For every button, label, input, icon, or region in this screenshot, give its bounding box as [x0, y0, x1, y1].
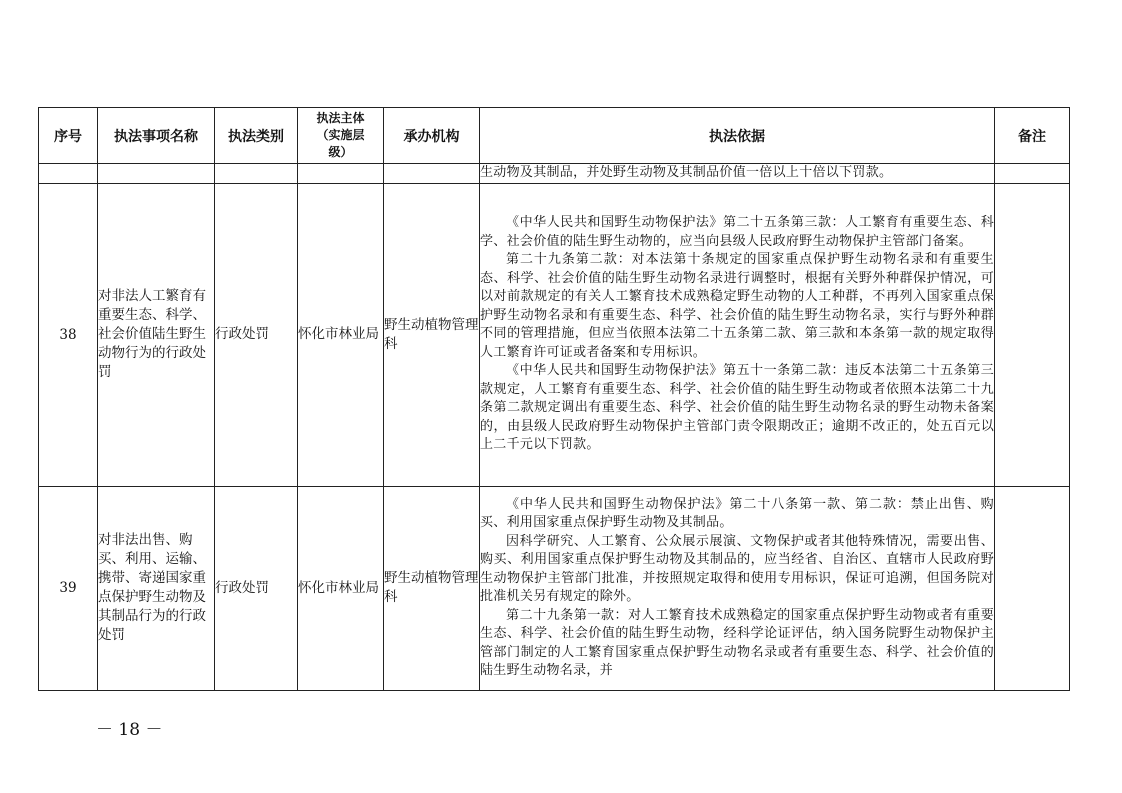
row-type: 行政处罚 [215, 486, 298, 690]
row-name: 对非法人工繁育有重要生态、科学、社会价值陆生野生动物行为的行政处罚 [98, 183, 215, 486]
basis-paragraph: 第二十九条第一款：对人工繁育技术成熟稳定的国家重点保护野生动物或者有重要生态、科学、社会价值的陆生野生动物，经科学论证评估，纳入国务院野生动物保护主管部门制定的人工繁育国家重点保护野生动物名录或者有重要生态、科学、社会价值的陆生野生动物名录，并 [480, 607, 994, 678]
table-row [39, 183, 1070, 486]
table-row [39, 486, 1070, 690]
basis-paragraph: 因科学研究、人工繁育、公众展示展演、文物保护或者其他特殊情况，需要出售、购买、利用国家重点保护野生动物及其制品的，应当经省、自治区、直辖市人民政府野生动物保护主管部门批准，并按照规定取得和使用专用标识，保证可追溯，但国务院对批准机关另有规定的除外。 [480, 533, 994, 604]
continuation-row [39, 164, 1070, 184]
basis-paragraph: 《中华人民共和国野生动物保护法》第五十一条第二款：违反本法第二十五条第三款规定，人工繁育有重要生态、科学、社会价值的陆生野生动物或者依照本法第二十九条第二款规定调出有重要生态、科学、社会价值的陆生野生动物名录的野生动物未备案的，由县级人民政府野生动物保护主管部门责令限期改正；逾期不改正的，处五百元以上二千元以下罚款。 [480, 363, 994, 453]
header-subject-line1: 执法主体 [316, 111, 365, 125]
row-subject: 怀化市林业局 [298, 486, 384, 690]
row-basis [480, 183, 995, 486]
header-no: 序号 [39, 108, 98, 164]
header-subject-line3: 级） [328, 145, 353, 159]
cell-empty [39, 164, 98, 184]
row-org: 野生动植物管理科 [384, 183, 480, 486]
continuation-basis: 生动物及其制品，并处野生动物及其制品价值一倍以上十倍以下罚款。 [480, 164, 995, 184]
basis-paragraph: 第二十九条第二款：对本法第十条规定的国家重点保护野生动物名录和有重要生态、科学、社会价值的陆生野生动物名录进行调整时，根据有关野外种群保护情况，可以对前款规定的有关人工繁育技术成熟稳定野生动物的人工种群，不再列入国家重点保护野生动物名录和有重要生态、科学、社会价值的陆生野生动物名录，实行与野外种群不同的管理措施，但应当依照本法第二十五条第二款、第三款和本条第一款的规定取得人工繁育许可证或者备案和专用标识。 [480, 252, 994, 360]
header-subject-line2: （实施层 [316, 128, 365, 142]
header-subject [298, 108, 384, 164]
cell-empty [215, 164, 298, 184]
row-no: 38 [39, 183, 98, 486]
cell-empty [995, 164, 1070, 184]
cell-empty [98, 164, 215, 184]
basis-paragraph: 《中华人民共和国野生动物保护法》第二十五条第三款：人工繁育有重要生态、科学、社会价值的陆生野生动物的，应当向县级人民政府野生动物保护主管部门备案。 [480, 215, 994, 249]
row-basis [480, 486, 995, 690]
row-type: 行政处罚 [215, 183, 298, 486]
header-type: 执法类别 [215, 108, 298, 164]
row-org: 野生动植物管理科 [384, 486, 480, 690]
header-remark: 备注 [995, 108, 1070, 164]
row-subject: 怀化市林业局 [298, 183, 384, 486]
cell-empty [298, 164, 384, 184]
enforcement-table [38, 107, 1070, 691]
header-basis: 执法依据 [480, 108, 995, 164]
row-remark [995, 183, 1070, 486]
header-name: 执法事项名称 [98, 108, 215, 164]
basis-paragraph: 《中华人民共和国野生动物保护法》第二十八条第一款、第二款：禁止出售、购买、利用国家重点保护野生动物及其制品。 [480, 496, 994, 530]
cell-empty [384, 164, 480, 184]
header-row [39, 108, 1070, 164]
header-org: 承办机构 [384, 108, 480, 164]
row-no: 39 [39, 486, 98, 690]
row-remark [995, 486, 1070, 690]
row-name: 对非法出售、购买、利用、运输、携带、寄递国家重点保护野生动物及其制品行为的行政处罚 [98, 486, 215, 690]
page-number: － 18 － [96, 720, 163, 740]
